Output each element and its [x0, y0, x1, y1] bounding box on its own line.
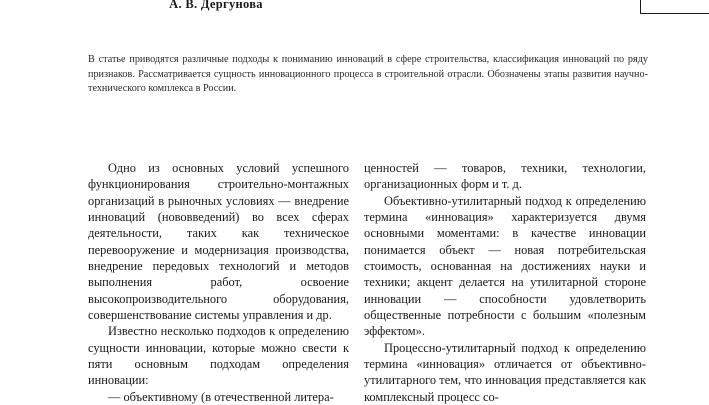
- paragraph: Известно несколько подходов к определению сущности инновации, которые можно свести к пяти основным подходам определения инновации:: [88, 324, 349, 388]
- page-frame-vertical-line: [640, 0, 641, 14]
- paragraph: Одно из основных условий успешного функционирования строительно-монтажных организаций в рыночных условиях — внедрение инноваций (нововведений) во всех сферах деятельности, таких как техническое перевооружение и модернизация производства, внедрение передовых технологий и методов выполнения работ, освоение высокопроизводительного оборудования, совершенствование системы управления и др.: [88, 161, 349, 323]
- abstract: В статье приводятся различные подходы к пониманию инноваций в сфере строительства, классификация инноваций по ряду признаков. Рассматривается сущность инновационного процесса в строительной отрасли. Обозначены этапы развития научно-технического комплекса в России.: [88, 54, 648, 95]
- body-column-right: [364, 160, 646, 405]
- paragraph: Процессно-утилитарный подход к определению термина «инновация» отличается от объективно-утилитарного тем, что инновация представляется как комплексный процесс со-: [364, 340, 646, 404]
- author-name: А. В. Дергунова: [169, 0, 263, 11]
- page-frame-horizontal-line: [640, 13, 709, 14]
- body-column-left: [88, 160, 349, 405]
- paragraph: ценностей — товаров, техники, технологии, организационных форм и т. д.: [364, 161, 646, 192]
- paragraph: — объективному (в отечественной литера-: [108, 389, 334, 404]
- paragraph: Объективно-утилитарный подход к определению термина «инновация» характеризуется двумя основными моментами: в качестве инновации понимается объект — новая потребительская стоимость, основанная на достижениях науки и техники; акцент делается на утилитарной стороне инновации — способности удовлетворить общественные потребности с большим «полезным эффектом».: [364, 193, 646, 339]
